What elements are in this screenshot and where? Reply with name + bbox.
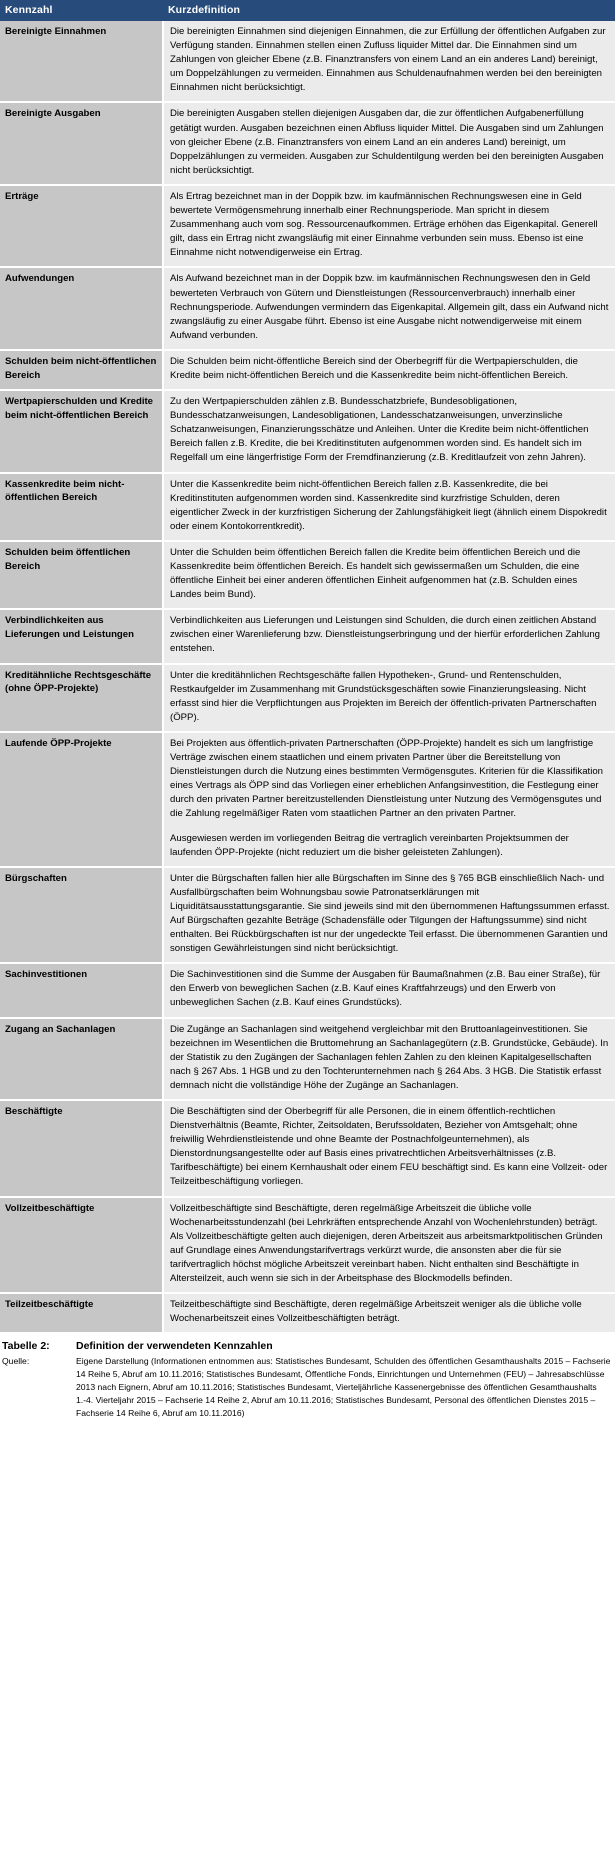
table-row [0,267,615,349]
definition-paragraph: Die Zugänge an Sachanlagen sind weitgehend vergleichbar mit den Bruttoanlageinvestitionen. Sie bezeichnen im Wesentlichen die Bruttomehrung an Sachanlagegütern (z.B. Grundstücke, Gebäude). In der Statistik zu den Zugängen der Sachanlagen fehlen Zahlen zu den kleinen Kapitalgesellschaften nach § 267 Abs. 1 HGB und zu den Tochterunternehmen nach § 264 Abs. 3 HGB. Die Statistik erfasst demnach nicht die vollständige Höhe der Zugänge an Sachanlagen. [170,1023,609,1091]
source-label: Quelle: [2,1356,30,1367]
definition-paragraph: Unter die Schulden beim öffentlichen Bereich fallen die Kredite beim öffentlichen Bereich und die Kassenkredite beim öffentlichen Bereich. Es handelt sich gewissermaßen um Schulden, die eine öffentliche Einheit bei einer anderen öffentlichen Einheit aufgenommen hat (z.B. Schulden eines Landes beim Bund). [170,546,581,601]
kennzahl-term-cell: Teilzeitbeschäftigte [0,1293,163,1332]
kennzahl-term-cell: Schulden beim nicht-öffentlichen Bereich [0,350,163,390]
table-row [0,541,615,609]
kennzahl-definition-cell [163,867,615,964]
kennzahl-definition-cell [163,102,615,184]
table-row [0,1100,615,1197]
kennzahl-definition-cell [163,185,615,267]
table-row [0,963,615,1017]
table-row [0,1018,615,1100]
kennzahl-term-cell: Schulden beim öffentlichen Bereich [0,541,163,609]
table-row [0,1293,615,1332]
table-row [0,732,615,867]
table-row [0,867,615,964]
kennzahl-term-cell: Zugang an Sachanlagen [0,1018,163,1100]
caption-row [2,1340,613,1352]
kennzahl-definition-cell [163,21,615,102]
kennzahl-definition-cell [163,963,615,1017]
kennzahl-definition-cell [163,609,615,663]
definition-paragraph: Teilzeitbeschäftigte sind Beschäftigte, deren regelmäßige Arbeitszeit weniger als die übliche volle Wochenarbeitszeit eines Vollzeitbeschäftigten beträgt. [170,1299,582,1325]
definition-paragraph: Ausgewiesen werden im vorliegenden Beitrag die vertraglich vereinbarten Projektsummen der laufenden ÖPP-Projekte (nicht reduziert um die bisher geleisteten Zahlungen). [170,832,569,858]
kennzahl-definition-cell [163,732,615,867]
kennzahl-term-cell: Vollzeitbeschäftigte [0,1197,163,1294]
kennzahl-definition-cell [163,1293,615,1332]
kennzahl-definition-cell [163,473,615,541]
definition-paragraph: Als Aufwand bezeichnet man in der Doppik bzw. im kaufmännischen Rechnungswesen den in Geld bewerteten Verbrauch von Gütern und Dienstleistungen (Ressourcenverbrauch) innerhalb einer Rechnungsperiode. Aufwendungen vermindern das Eigenkapital. Allgemein gilt, dass ein Aufwand nicht zwangsläufig zu einer Ausgabe führt. Ebenso ist eine Ausgabe nicht notwendigerweise mit einem Aufwand verbunden. [170,273,609,341]
table-header [0,0,615,21]
caption-title: Definition der verwendeten Kennzahlen [76,1340,273,1353]
table-row [0,21,615,102]
definition-paragraph: Zu den Wertpapierschulden zählen z.B. Bundesschatzbriefe, Bundesobligationen, Bundesschatzanweisungen, Landesobligationen, Landesschatzanweisungen, unverzinsliche Schatzanweisungen, Finanzierungsschätze und Anleihen. Unter die Kredite beim nicht-öffentlichen Bereich fallen z.B. Kredite, die bei Kreditinstituten aufgenommen worden sind. Es handelt sich im Regelfall um eine längerfristige Form der Fremdfinanzierung (z.B. Kreditlaufzeit von zehn Jahren). [170,396,589,464]
kennzahl-term-cell: Kassenkredite beim nicht-öffentlichen Bereich [0,473,163,541]
definition-paragraph: Unter die kreditähnlichen Rechtsgeschäfte fallen Hypotheken-, Grund- und Rentenschulden, Restkaufgelder im Zusammenhang mit Grundstücksgeschäften sowie Finanzierungsleasing. Nicht erfasst sind hier die Verpflichtungen aus Projekten im Bereich der öffentlich-privaten Partnerschaften (ÖPP). [170,669,597,723]
kennzahl-term-cell: Beschäftigte [0,1100,163,1197]
kennzahl-definition-cell [163,350,615,390]
definition-paragraph: Die Sachinvestitionen sind die Summe der Ausgaben für Baumaßnahmen (z.B. Bau einer Straße), für den Erwerb von beweglichen Sachen (z.B. Kauf eines Kraftfahrzeugs) und den Erwerb von unbeweglichen Sachen (z.B. Kauf eines Grundstücks). [170,969,601,1009]
kennzahl-term-cell: Aufwendungen [0,267,163,349]
definition-paragraph: Die bereinigten Ausgaben stellen diejenigen Ausgaben dar, die zur öffentlichen Aufgabenerfüllung getätigt wurden. Ausgaben bezeichnen einen Abfluss liquider Mittel. Die Ausgaben sind um Zahlungen von gleicher Ebene (z.B. Finanztransfers von einem Land an ein anderes Land) bereinigt, um Doppelzählungen zu vermeiden. Ausgaben zur Schuldentilgung werden bei den bereinigten Ausgaben nicht berücksichtigt. [170,108,604,176]
kennzahl-term-cell: Verbindlichkeiten aus Lieferungen und Leistungen [0,609,163,663]
table-row [0,1197,615,1294]
table-body [0,21,615,1332]
table-row [0,350,615,390]
column-header-kennzahl: Kennzahl [0,0,163,21]
source-row [2,1355,613,1419]
definition-paragraph: Bei Projekten aus öffentlich-privaten Partnerschaften (ÖPP-Projekte) handelt es sich um langfristige Verträge zwischen einem staatlichen und einem privaten Partner über die Bereitstellung von Dienstleistungen durch die Nutzung eines bestimmten Vermögensgutes. Kriterien für die Klassifikation eines Vertrags als ÖPP sind das Vorliegen einer erheblichen Anfangsinvestition, die Festlegung einer durch den privaten Partner bereitzustellenden Dienstleistung unter Nutzung des Vermögensgutes und die Zahlung regelmäßiger Raten vom staatlichen Partner an den privaten Partner. [170,737,604,820]
kennzahl-definition-cell [163,390,615,472]
definition-paragraph: Verbindlichkeiten aus Lieferungen und Leistungen sind Schulden, die durch einen zeitlichen Abstand zwischen einer Warenlieferung bzw. Dienstleistungserbringung und der hierfür erforderlichen Zahlung entstehen. [170,615,600,655]
definition-paragraph: Unter die Bürgschaften fallen hier alle Bürgschaften im Sinne des § 765 BGB einschließlich Nach- und Ausfallbürgschaften beim Wohnungsbau sowie Patronatserklärungen mit Liquiditätsausstattungsgarantie. Sie sind jeweils sind mit den übernommenen Haftungssummen erfasst. Auf Bürgschaften gezahlte Beträge (Schadensfälle oder Tilgungen der Haftungssumme) sind nicht enthalten. Bei Rückbürgschaften ist nur der ungedeckte Teil erfasst. Die übernommenen Garantien und sonstigen Gewährleistungen sind nicht berücksichtigt. [170,872,610,955]
kennzahl-definition-cell [163,541,615,609]
kennzahl-term-cell: Erträge [0,185,163,267]
table-row [0,390,615,472]
definition-paragraph: Die Schulden beim nicht-öffentliche Bereich sind der Oberbegriff für die Wertpapierschulden, die Kredite beim nicht-öffentlichen Bereich und die Kassenkredite beim nicht-öffentlichen Bereich. [170,355,578,381]
table-header-row [0,0,615,21]
kennzahl-definition-cell [163,664,615,732]
table-row [0,664,615,732]
kennzahl-definition-cell [163,1018,615,1100]
caption-label: Tabelle 2: [2,1340,50,1353]
kennzahl-term-cell: Sachinvestitionen [0,963,163,1017]
kennzahl-term-cell: Wertpapierschulden und Kredite beim nicht-öffentlichen Bereich [0,390,163,472]
definition-paragraph: Vollzeitbeschäftigte sind Beschäftigte, deren regelmäßige Arbeitszeit die übliche volle Wochenarbeitsstundenzahl (bei Lehrkräften entsprechende Anzahl von Wochenlehrstunden) beträgt. Als Vollzeitbeschäftigte gelten auch diejenigen, deren Arbeitszeit aus arbeitsmarktpolitischen Gründen auf Grundlage eines Anwendungstarifvertrags verkürzt wurde, die ansonsten aber die für sie tarifvertraglich höchst mögliche Arbeitszeit vereinbart haben. Nicht enthalten sind Beschäftigte in Altersteilzeit, auch wenn sie sich in der Arbeitsphase des Blockmodells befinden. [170,1202,603,1285]
kennzahl-term-cell: Bürgschaften [0,867,163,964]
kennzahl-definition-cell [163,267,615,349]
kennzahl-term-cell: Bereinigte Einnahmen [0,21,163,102]
definition-paragraph: Die bereinigten Einnahmen sind diejenigen Einnahmen, die zur Erfüllung der öffentlichen Aufgaben zur Verfügung standen. Einnahmen stellen einen Zufluss liquider Mittel dar. Die Einnahmen sind um Zahlungen von gleicher Ebene (z.B. Finanztransfers von einem Land an ein anderes Land) bereinigt, um Doppelzählungen zu vermeiden. Einnahmen aus Schuldenaufnahmen werden bei den bereinigten Einnahmen nicht berücksichtigt. [170,26,606,94]
table-caption-block [0,1332,615,1425]
kennzahl-term-cell: Laufende ÖPP-Projekte [0,732,163,867]
kennzahl-term-cell: Bereinigte Ausgaben [0,102,163,184]
table-row [0,102,615,184]
column-header-kurzdefinition: Kurzdefinition [163,0,615,21]
source-text: Eigene Darstellung (Informationen entnommen aus: Statistisches Bundesamt, Schulden des öffentlichen Gesamthaushalts 2015 – Fachserie 14 Reihe 5, Abruf am 10.11.2016; Statistisches Bundesamt, Öffentliche Fonds, Einrichtungen und Unternehmen (FEU) – Jahresabschlüsse 2013 nach Eignern, Abruf am 10.11.2016; Statistisches Bundesamt, Vierteljährliche Kassenergebnisse des öffentlichen Gesamthaushalts 1.-4. Vierteljahr 2015 – Fachserie 14 Reihe 2, Abruf am 10.11.2016; Statistisches Bundesamt, Personal des öffentlichen Dienstes 2015 – Fachserie 14 Reihe 6, Abruf am 10.11.2016) [76,1356,611,1418]
kennzahl-definition-cell [163,1197,615,1294]
definition-paragraph: Unter die Kassenkredite beim nicht-öffentlichen Bereich fallen z.B. Kassenkredite, die bei Kreditinstituten aufgenommen worden sind. Kassenkredite sind kurzfristige Schulden, deren eigentlicher Zweck in der kurzfristigen Sicherung der Zahlungsfähigkeit liegt (ähnlich einem Dispokredit oder einem Kontokorrentkredit). [170,478,607,532]
kennzahl-term-cell: Kreditähnliche Rechtsgeschäfte (ohne ÖPP-Projekte) [0,664,163,732]
table-row [0,185,615,267]
kennzahl-definition-cell [163,1100,615,1197]
definition-paragraph: Die Beschäftigten sind der Oberbegriff für alle Personen, die in einem öffentlich-rechtlichen Dienstverhältnis (Beamte, Richter, Zeitsoldaten, Berufssoldaten, Bezieher von Amtsgehalt; ohne freiwillig Wehrdienstleistende und ohne Beamte der Postnachfolgeunternehmen), als Dienstordnungsangestellte oder auf Basis eines privatrechtlichen Arbeitsverhältnisses (z.B. Tarifbeschäftigte) bei einem Kernhaushalt oder einem FEU beschäftigt sind. Es kann eine Vollzeit- oder Teilzeitbeschäftigung vorliegen. [170,1106,608,1188]
table-row [0,473,615,541]
definition-paragraph: Als Ertrag bezeichnet man in der Doppik bzw. im kaufmännischen Rechnungswesen eine in Geld bewertete Vermögensmehrung innerhalb einer Rechnungsperiode. Man spricht in diesem Zusammenhang auch vom sog. Ressourcenaufkommen. Erträge erhöhen das Eigenkapital. Generell gilt, dass ein Ertrag nicht zwangsläufig mit einer Einnahme verbunden sein muss. Ebenso ist eine Einnahme nicht notwendigerweise ein Ertrag. [170,190,598,259]
table-row [0,609,615,663]
